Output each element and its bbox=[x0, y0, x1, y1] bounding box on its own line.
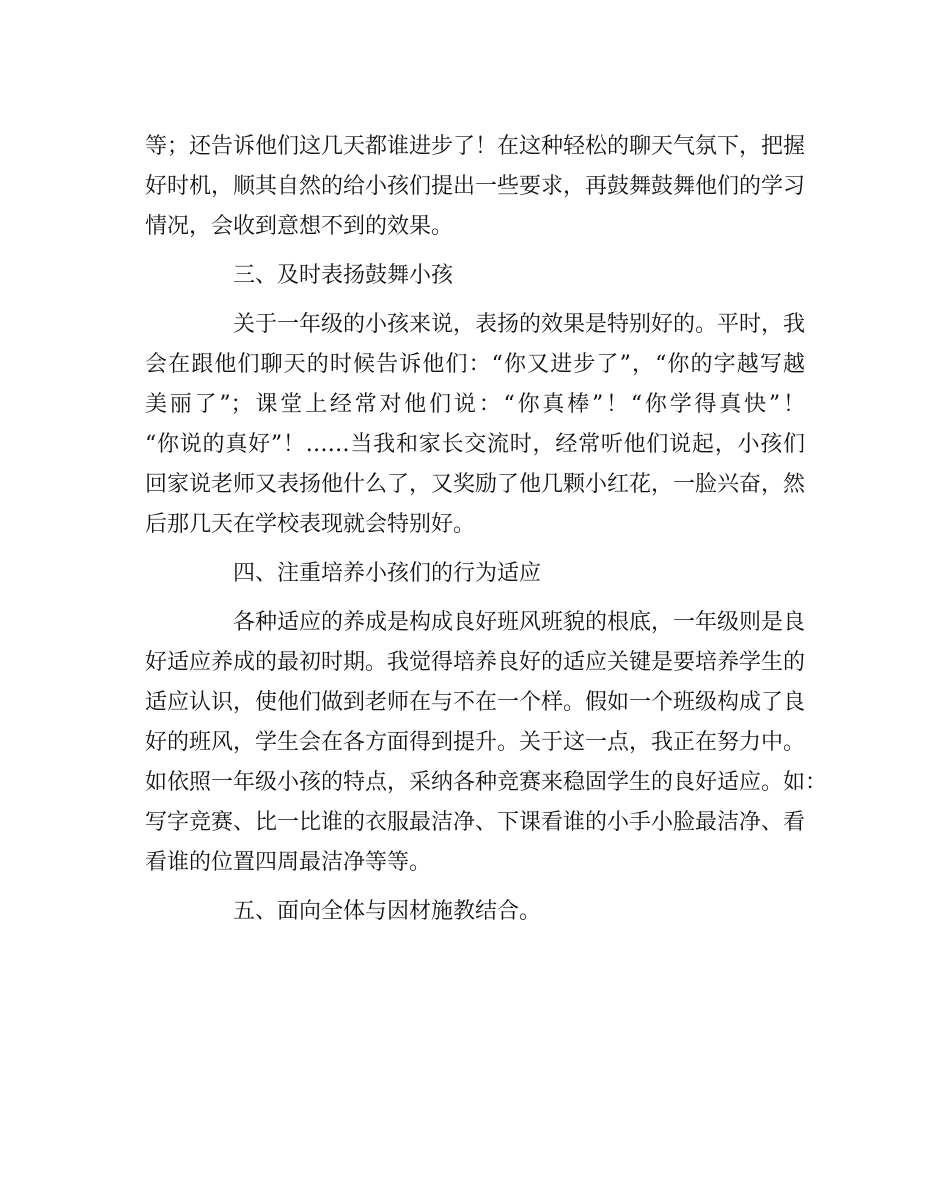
text-line: 写字竞赛、比一比谁的衣服最洁净、下课看谁的小手小脸最洁净、看 bbox=[145, 810, 806, 835]
text-line: 如依照一年级小孩的特点，采纳各种竞赛来稳固学生的良好适应。如： bbox=[145, 770, 828, 795]
text-line: 各种适应的养成是构成良好班风班貌的根底，一年级则是良 bbox=[233, 610, 806, 635]
text-line: 会在跟他们聊天的时候告诉他们：“你又进步了”，“你的字越写越 bbox=[145, 352, 805, 377]
text-line: 情况，会收到意想不到的效果。 bbox=[145, 214, 454, 239]
text-line: 好适应养成的最初时期。我觉得培养良好的适应关键是要培养学生的 bbox=[145, 650, 806, 675]
section-heading: 五、面向全体与因材施教结合。 bbox=[233, 899, 542, 924]
text-line: 好的班风，学生会在各方面得到提升。关于这一点，我正在努力中。 bbox=[145, 730, 806, 755]
text-line: “你说的真好”！……当我和家长交流时，经常听他们说起，小孩们 bbox=[145, 432, 805, 457]
section-heading: 三、及时表扬鼓舞小孩 bbox=[233, 263, 454, 288]
text-line: 后那几天在学校表现就会特别好。 bbox=[145, 512, 476, 537]
document-body bbox=[145, 127, 828, 932]
text-line: 看谁的位置四周最洁净等等。 bbox=[145, 850, 432, 875]
text-line: 等；还告诉他们这几天都谁进步了！在这种轻松的聊天气氛下，把握 bbox=[145, 134, 806, 159]
text-line: 适应认识，使他们做到老师在与不在一个样。假如一个班级构成了良 bbox=[145, 690, 806, 715]
section-heading: 四、注重培养小孩们的行为适应 bbox=[233, 561, 542, 586]
text-line: 关于一年级的小孩来说，表扬的效果是特别好的。平时，我 bbox=[233, 312, 806, 337]
text-line: 美丽了”；课堂上经常对他们说：“你真棒”！“你学得真快”！ bbox=[145, 392, 805, 417]
text-line: 回家说老师又表扬他什么了，又奖励了他几颗小红花，一脸兴奋，然 bbox=[145, 472, 806, 497]
text-line: 好时机，顺其自然的给小孩们提出一些要求，再鼓舞鼓舞他们的学习 bbox=[145, 174, 806, 199]
